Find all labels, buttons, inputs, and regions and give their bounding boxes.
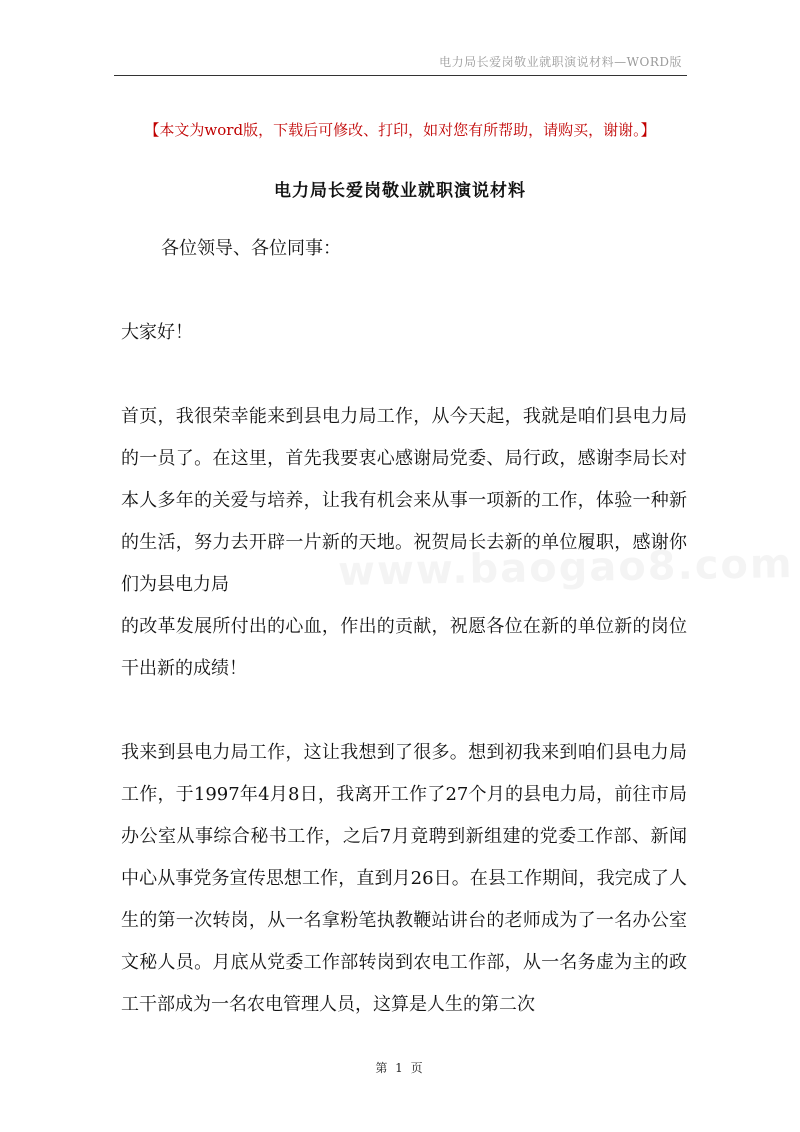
document-title: 电力局长爱岗敬业就职演说材料 <box>274 181 526 201</box>
hello-line: 大家好！ <box>121 322 193 343</box>
paragraph-1 <box>121 396 687 690</box>
greeting-line: 各位领导、各位同事： <box>161 238 341 259</box>
paragraph-1-part-1: 首页，我很荣幸能来到县电力局工作，从今天起，我就是咱们县电力局的一员了。在这里，首先我要衷心感谢局党委、局行政，感谢李局长对本人多年的关爱与培养，让我有机会来从事一项新的工作，体验一种新的生活，努力去开辟一片新的天地。祝贺局长去新的单位履职，感谢你们为县电力局 <box>121 406 687 595</box>
page-number: 第 1 页 <box>375 1061 425 1075</box>
purchase-notice: 【本文为word版，下载后可修改、打印，如对您有所帮助，请购买，谢谢。】 <box>144 121 656 139</box>
paragraph-1-part-2: 的改革发展所付出的心血，作出的贡献，祝愿各位在新的单位新的岗位干出新的成绩！ <box>121 616 687 679</box>
running-header: 电力局长爱岗敬业就职演说材料—WORD版 <box>439 55 682 69</box>
header-divider <box>114 75 687 76</box>
document-body <box>121 228 687 1068</box>
paragraph-2: 我来到县电力局工作，这让我想到了很多。想到初我来到咱们县电力局工作，于1997年4月8日，我离开工作了27个月的县电力局，前往市局办公室从事综合秘书工作，之后7月竟聘到新组建的党委工作部、新闻中心从事党务宣传思想工作，直到月26日。在县工作期间，我完成了人生的第一次转岗，从一名拿粉笔执教鞭站讲台的老师成为了一名办公室文秘人员。月底从党委工作部转岗到农电工作部，从一名务虚为主的政工干部成为一名农电管理人员，这算是人生的第二次 <box>121 742 687 1015</box>
